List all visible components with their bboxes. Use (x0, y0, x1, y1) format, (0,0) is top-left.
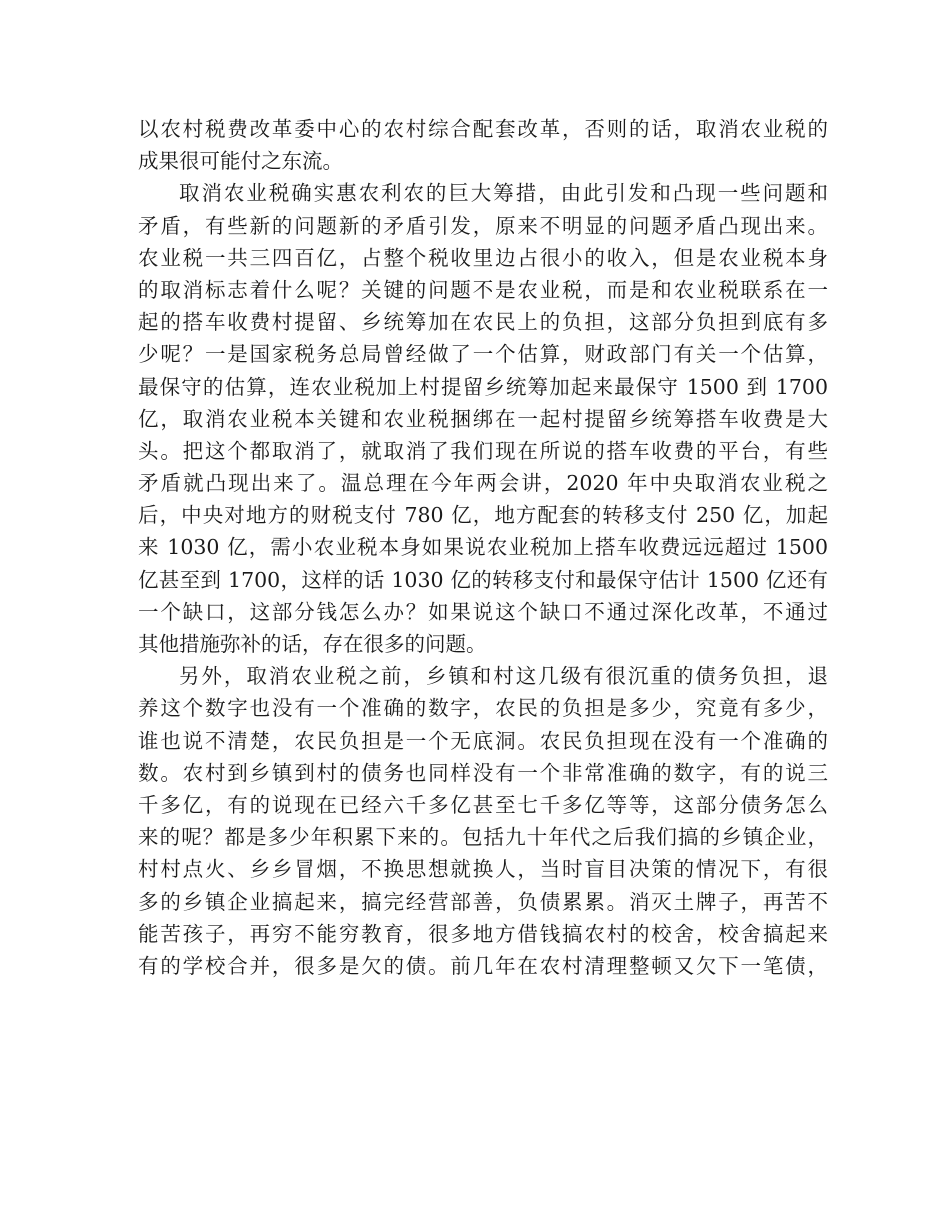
text-line: 一个缺口，这部分钱怎么办？如果说这个缺口不通过深化改革，不通过 (138, 599, 828, 624)
document-body (138, 113, 828, 982)
text-line: 其他措施弥补的话，存在很多的问题。 (138, 632, 487, 656)
text-line: 能苦孩子，再穷不能穷教育，很多地方借钱搞农村的校舍，校舍搞起来 (138, 921, 828, 946)
text-line: 有的学校合并，很多是欠的债。前几年在农村清理整顿又欠下一笔债， (138, 953, 828, 978)
text-line: 亿甚至到 1700，这样的话 1030 亿的转移支付和最保守估计 1500 亿还有 (138, 567, 828, 592)
text-line: 多的乡镇企业搞起来，搞完经营部善，负债累累。消灭土牌子，再苦不 (138, 889, 828, 914)
text-line: 千多亿，有的说现在已经六千多亿甚至七千多亿等等，这部分债务怎么 (138, 792, 828, 817)
text-line: 农业税一共三四百亿，占整个税收里边占很小的收入，但是农业税本身 (138, 245, 828, 270)
text-line: 来 1030 亿，需小农业税本身如果说农业税加上搭车收费远远超过 1500 (138, 535, 828, 560)
text-line: 来的呢？都是多少年积累下来的。包括九十年代之后我们搞的乡镇企业， (138, 825, 828, 850)
paragraph-first-line: 取消农业税确实惠农利农的巨大筹措，由此引发和凸现一些问题和 (179, 181, 828, 206)
text-line: 数。农村到乡镇到村的债务也同样没有一个非常准确的数字，有的说三 (138, 760, 828, 785)
text-line: 矛盾，有些新的问题新的矛盾引发，原来不明显的问题矛盾凸现出来。 (138, 213, 828, 238)
text-line: 头。把这个都取消了，就取消了我们现在所说的搭车收费的平台，有些 (138, 438, 828, 463)
text-line: 亿，取消农业税本关键和农业税捆绑在一起村提留乡统筹搭车收费是大 (138, 406, 828, 431)
text-line: 成果很可能付之东流。 (138, 149, 343, 174)
text-line: 养这个数字也没有一个准确的数字，农民的负担是多少，究竟有多少， (138, 696, 828, 721)
text-line: 以农村税费改革委中心的农村综合配套改革，否则的话，取消农业税的 (138, 117, 828, 141)
text-line: 最保守的估算，连农业税加上村提留乡统筹加起来最保守 1500 到 1700 (138, 374, 828, 399)
text-line: 少呢？一是国家税务总局曾经做了一个估算，财政部门有关一个估算， (138, 342, 828, 367)
text-line: 矛盾就凸现出来了。温总理在今年两会讲，2020 年中央取消农业税之 (138, 471, 828, 496)
text-line: 的取消标志着什么呢？关键的问题不是农业税，而是和农业税联系在一 (138, 277, 828, 302)
paragraph-first-line: 另外，取消农业税之前，乡镇和村这几级有很沉重的债务负担，退 (179, 664, 828, 689)
text-line: 起的搭车收费村提留、乡统筹加在农民上的负担，这部分负担到底有多 (138, 310, 828, 335)
text-line: 谁也说不清楚，农民负担是一个无底洞。农民负担现在没有一个准确的 (138, 728, 828, 753)
text-line: 村村点火、乡乡冒烟，不换思想就换人，当时盲目决策的情况下，有很 (138, 857, 828, 882)
text-line: 后，中央对地方的财税支付 780 亿，地方配套的转移支付 250 亿，加起 (138, 503, 828, 528)
